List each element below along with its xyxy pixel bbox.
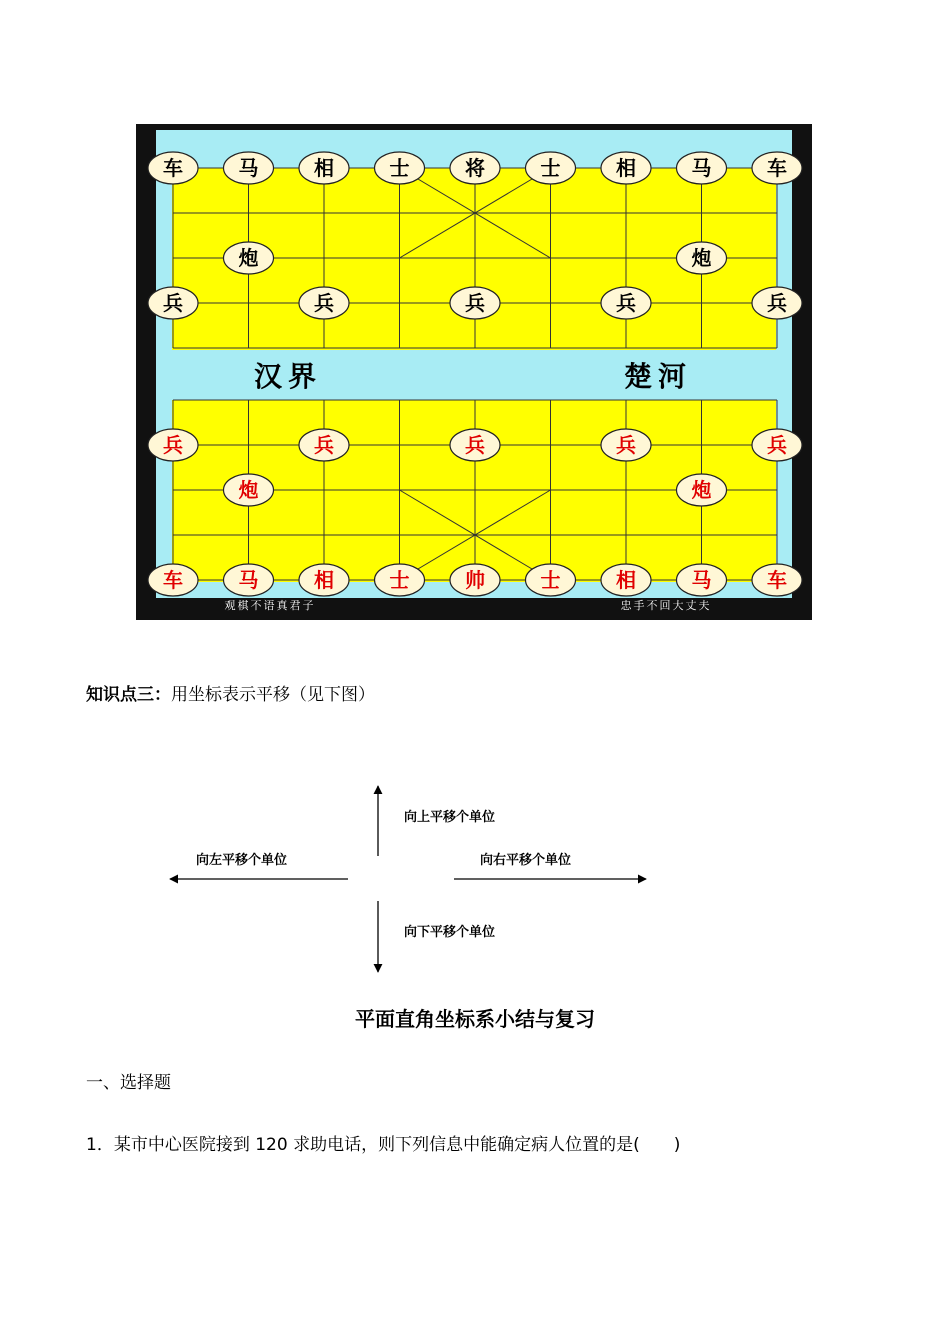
motto-right: 忠手不回大丈夫	[620, 599, 712, 612]
red-cannon	[677, 474, 727, 506]
piece-label: 兵	[767, 291, 787, 315]
piece-label: 车	[163, 156, 183, 180]
left-label: 向左平移个单位	[196, 853, 288, 868]
piece-label: 马	[238, 568, 259, 592]
black-piece	[224, 152, 274, 184]
black-piece	[526, 152, 576, 184]
part-heading: 一、选择题	[86, 1073, 171, 1093]
down-label: 向下平移个单位	[404, 925, 496, 940]
black-cannon	[224, 242, 274, 274]
piece-label: 兵	[465, 433, 485, 457]
red-piece	[526, 564, 576, 596]
piece-label: 相	[616, 156, 636, 180]
question-1: 1．某市中心医院接到 120 求助电话，则下列信息中能确定病人位置的是( )	[86, 1135, 681, 1155]
red-piece	[677, 564, 727, 596]
piece-label: 士	[540, 156, 561, 180]
red-soldier	[299, 429, 349, 461]
piece-label: 相	[616, 568, 636, 592]
piece-label: 兵	[767, 433, 787, 457]
knowledge-point-three	[86, 684, 375, 706]
piece-label: 相	[314, 156, 334, 180]
piece-label: 兵	[465, 291, 485, 315]
river-text-left: 汉界	[253, 360, 323, 393]
black-soldier	[148, 287, 198, 319]
piece-label: 马	[691, 156, 712, 180]
red-soldier	[601, 429, 651, 461]
piece-label: 炮	[238, 246, 259, 270]
piece-label: 士	[389, 156, 410, 180]
black-piece	[148, 152, 198, 184]
black-piece	[299, 152, 349, 184]
red-soldier	[752, 429, 802, 461]
right-label: 向右平移个单位	[480, 853, 572, 868]
black-piece	[375, 152, 425, 184]
piece-label: 炮	[691, 246, 712, 270]
red-cannon	[224, 474, 274, 506]
black-soldier	[450, 287, 500, 319]
piece-label: 马	[238, 156, 259, 180]
red-piece	[752, 564, 802, 596]
red-piece	[148, 564, 198, 596]
piece-label: 车	[163, 568, 183, 592]
red-piece	[601, 564, 651, 596]
red-piece	[450, 564, 500, 596]
piece-label: 士	[389, 568, 410, 592]
piece-label: 兵	[616, 291, 636, 315]
translation-diagram	[160, 780, 660, 980]
piece-label: 马	[691, 568, 712, 592]
red-piece	[375, 564, 425, 596]
river-text-right: 楚河	[623, 360, 693, 393]
piece-label: 兵	[163, 433, 183, 457]
piece-label: 相	[314, 568, 334, 592]
black-piece	[601, 152, 651, 184]
piece-label: 车	[767, 156, 787, 180]
chess-board	[136, 124, 812, 620]
black-piece	[752, 152, 802, 184]
red-soldier	[450, 429, 500, 461]
piece-label: 炮	[691, 478, 712, 502]
red-piece	[299, 564, 349, 596]
piece-label: 兵	[163, 291, 183, 315]
black-piece	[450, 152, 500, 184]
black-soldier	[299, 287, 349, 319]
piece-label: 将	[465, 156, 485, 180]
red-soldier	[148, 429, 198, 461]
piece-label: 炮	[238, 478, 259, 502]
piece-label: 士	[540, 568, 561, 592]
black-cannon	[677, 242, 727, 274]
red-piece	[224, 564, 274, 596]
section-title: 平面直角坐标系小结与复习	[355, 1007, 595, 1031]
piece-label: 帅	[465, 568, 485, 592]
piece-label: 兵	[314, 433, 334, 457]
up-label: 向上平移个单位	[404, 810, 496, 825]
black-soldier	[752, 287, 802, 319]
motto-left: 观棋不语真君子	[224, 599, 316, 612]
knowledge-point-text: 用坐标表示平移（见下图）	[171, 685, 375, 705]
piece-label: 兵	[616, 433, 636, 457]
black-soldier	[601, 287, 651, 319]
black-piece	[677, 152, 727, 184]
knowledge-point-label: 知识点三：	[86, 685, 171, 705]
piece-label: 车	[767, 568, 787, 592]
piece-label: 兵	[314, 291, 334, 315]
